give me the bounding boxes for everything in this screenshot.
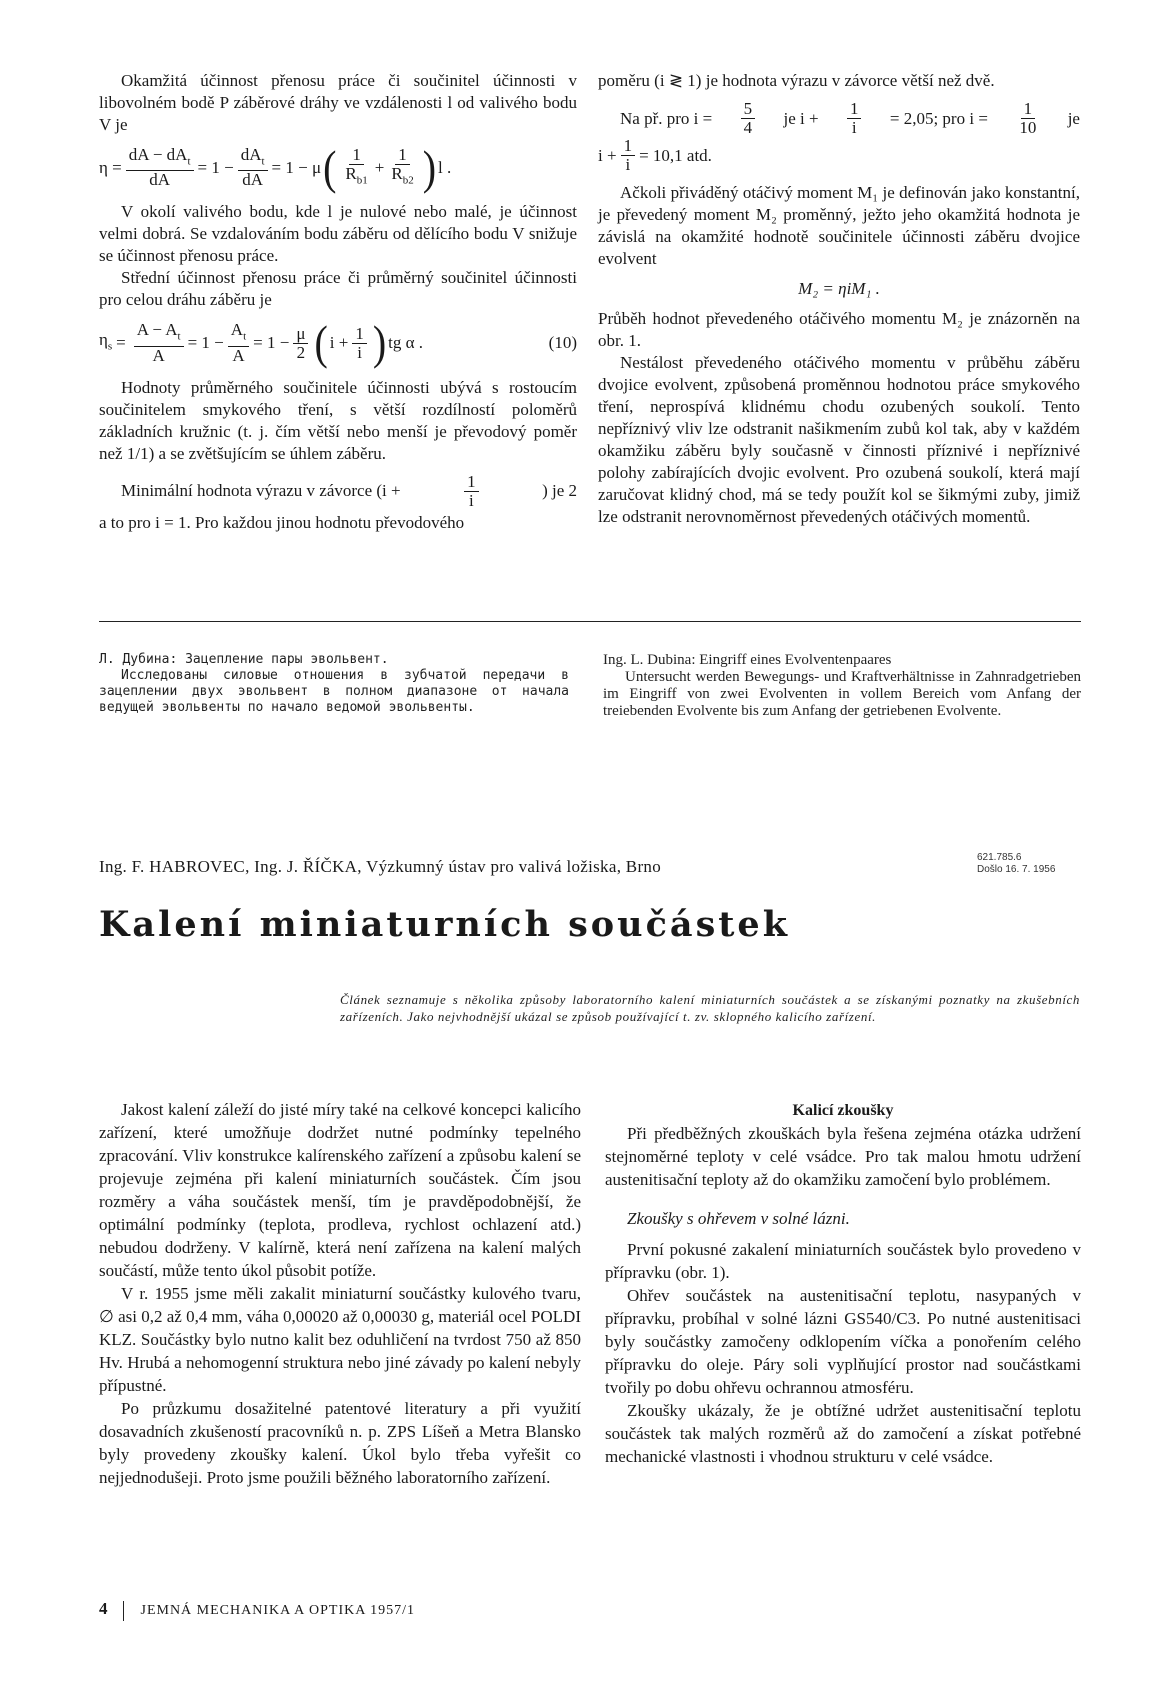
fraction: $\frac{1}{R_{b2}}$ — [391, 145, 414, 187]
paragraph: Po průzkumu dosažitelné patentové literatury a při využití dosavadních zkušeností pracovníků n. p. ZPS Líšeň a Metra Blansko byly provedeny zkoušky kalení. Úkol bylo třeba vyřešit co nejjednodušeji. Proto jsme použili běžného laboratorního zařízení. — [99, 1399, 581, 1487]
page-footer — [99, 1599, 415, 1621]
fraction: $\frac{dA_t}{dA}$ — [238, 146, 268, 189]
top-right-column — [598, 70, 1080, 528]
article-title: Kalení miniaturních součástek — [99, 904, 790, 945]
abstract-body: Untersucht werden Bewegungs- und Kraftverhältnisse in Zahnradgetrieben im Eingriff von zwei Evolventen in vollem Bereich vom Anfang der treiebenden Evolvente bis zum Anfang der getriebenen Evolvente. — [603, 669, 1081, 719]
page-number: 4 — [99, 1599, 109, 1618]
abstract-title: Ing. L. Dubina: Eingriff eines Evolventenpaares — [603, 652, 892, 668]
paragraph: Ohřev součástek na austenitisační teplotu, nasypaných v přípravku, probíhal v solné lázni GS540/C3. Po nutné austenitisaci byly součástky zamočeny odklopením víčka a ponořením celého přípravku do oleje. Páry soli vyplňující prostor nad součástkami tvořily po dobu ohřevu ochrannou atmosféru. — [605, 1286, 1081, 1397]
abstract-divider — [99, 621, 1081, 622]
fraction: $\frac{A_t}{A}$ — [228, 321, 249, 364]
paragraph: Okamžitá účinnost přenosu práce či součinitel účinnosti v libovolném bodě P záběrové dráhy ve vzdálenosti l od valivého bodu V je — [99, 71, 577, 134]
equation-number: (10) — [548, 333, 577, 353]
article-udc: 621.785.6 Došlo 16. 7. 1956 — [977, 852, 1056, 875]
numeric-example: Na př. pro i = $\frac{5}{4}$ je i + $\frac{1}{i}$ = 2,05; pro i = $\frac{1}{10}$ je — [620, 99, 1080, 137]
paragraph: Ačkoli přiváděný otáčivý moment M₁ je definován jako konstantní, je převedený moment M₂ proměnný, ježto jeho okamžitá hodnota je závislá na okamžité hodnotě součinitele účinnosti záběru dvojice evolvent — [598, 183, 1080, 268]
equation-mean-efficiency: $\eta_s$ = $\frac{A - A_t}{A}$ = 1 − $\frac{A_t}{A}$ = 1 − $\frac{\mu}{2}$ ( i + $\frac{1}{i}$ ) tg α . (10) — [99, 315, 577, 370]
equation-torque: M₂ = ηiM₁ . — [798, 279, 880, 298]
section-heading: Kalicí zkoušky — [792, 1102, 894, 1119]
article-byline: Ing. F. HABROVEC, Ing. J. ŘÍČKA, Výzkumný ústav pro valivá ložiska, Brno — [99, 857, 662, 876]
article-left-column — [99, 1098, 581, 1489]
footer-divider — [123, 1601, 124, 1621]
article-right-column — [605, 1099, 1081, 1468]
paragraph: Hodnoty průměrného součinitele účinnosti ubývá s rostoucím součinitelem smykového tření, s větší rozdílností poloměrů základních kružnic (t. j. čím větší nebo menší je převodový poměr než 1/1) a se zvětšujícím se úhlem záběru. — [99, 377, 577, 463]
eq-operator: = 1 − — [197, 157, 234, 177]
top-left-column — [99, 70, 577, 534]
subsection-heading: Zkoušky s ohřevem v solné lázni. — [627, 1209, 850, 1228]
abstract-russian — [99, 652, 569, 716]
paragraph-with-fraction: Minimální hodnota výrazu v závorce (i + $\frac{1}{i}$ ) je 2 — [121, 471, 577, 510]
fraction: $\frac{1}{R_{b1}}$ — [345, 145, 368, 187]
journal-name: JEMNÁ MECHANIKA A OPTIKA 1957/1 — [140, 1603, 415, 1618]
fraction: $\frac{1}{i}$ — [352, 325, 367, 362]
paragraph: Při předběžných zkouškách byla řešena zejména otázka udržení stejnoměrné teploty v celé vsádce. Pro tak malou hmotu udržení austenitisační teploty až do okamžiku zamočení bylo problémem. — [605, 1124, 1081, 1189]
abstract-body: Исследованы силовые отношения в зубчатой передачи в зацеплении двух эвольвент в полном диапазоне от начала ведущей эвольвенты по начало ведомой эвольвенты. — [99, 668, 569, 715]
paragraph: Průběh hodnot převedeného otáčivého momentu M₂ je znázorněn na obr. 1. — [598, 309, 1080, 350]
fraction: $\frac{A - A_t}{A}$ — [134, 321, 184, 364]
fraction: $\frac{\mu}{2}$ — [293, 325, 308, 362]
abstract-title: Л. Дубина: Зацепление пары эвольвент. — [99, 652, 389, 667]
paragraph: poměru (i ≷ 1) je hodnota výrazu v závorce větší než dvě. — [598, 71, 995, 90]
paragraph: Nestálost převedeného otáčivého momentu v průběhu záběru dvojice evolvent, způsobená proměnnou hodnotou práce smykového tření, neprospívá klidnému chodu ozubených soukolí. Tento nepříznivý vliv lze odstranit našikmením zubů kol tak, aby v každém okamžiku záběru byly současně v činnosti příznivé i nepříznivé polohy zabírajících dvojic evolvent. Pro ozubená soukolí, která mají zaručovat klidný chod, má se tedy použít kol se šikmými zuby, jimiž lze odstranit nerovnoměrnost převedených otáčivých momentů. — [598, 353, 1080, 526]
paragraph: V okolí valivého bodu, kde l je nulové nebo malé, je účinnost velmi dobrá. Se vzdalováním bodu záběru od dělícího bodu V snižuje se účinnost přenosu práce. — [99, 202, 577, 266]
eq-symbol: $\eta_s$ — [99, 329, 113, 353]
paragraph: Střední účinnost přenosu práce či průměrný součinitel účinnosti pro celou dráhu záběru je — [99, 268, 577, 310]
article-lede: Článek seznamuje s několika způsoby laboratorního kalení miniaturních součástek a se získanými poznatky na zkušebních zařízeních. Jako nejvhodnější ukázal se způsob používající t. zv. sklopného kalicího zařízení. — [340, 992, 1080, 1024]
paragraph: Jakost kalení záleží do jisté míry také na celkové koncepci kalicího zařízení, které umožňuje dodržet nutné podmínky tepelného zpracování. Vliv konstrukce kalírenského zařízení a způsobu kalení se projevuje zejména při kalení miniaturních součástek. Čím jsou rozměry a váha součástek menší, tím je pravděpodobnější, že optimální podmínky (teplota, prodleva, rychlost ochlazení atd.) nebudou dodrženy. V kalírně, která není zařízena na kalení malých součástí, může tento úkol působit potíže. — [99, 1100, 581, 1280]
eq-operator: = 1 − μ — [271, 157, 322, 177]
fraction: $\frac{dA - dA_t}{dA}$ — [126, 146, 194, 189]
numeric-example-cont: i + $\frac{1}{i}$ = 10,1 atd. — [598, 136, 712, 174]
paragraph: a to pro i = 1. Pro každou jinou hodnotu převodového — [99, 512, 465, 532]
paragraph: V r. 1955 jsme měli zakalit miniaturní součástky kulového tvaru, ∅ asi 0,2 až 0,4 mm, váha 0,00020 až 0,00030 g, materiál ocel POLDI KLZ. Součástky bylo nutno kalit bez oduhličení na tvrdost 750 až 850 Hv. Hrubá a nehomogenní struktura nebo jiné závady po kalení nebyly přípustné. — [99, 1284, 581, 1395]
abstract-german — [603, 652, 1081, 720]
eq-symbol: η = — [99, 157, 122, 177]
paragraph: Zkoušky ukázaly, že je obtížné udržet austenitisační teplotu součástek tak malých rozměrů až do zamočení a získat potřebné mechanické vlastnosti i vhodnou strukturu v celé vsádce. — [605, 1401, 1081, 1466]
equation-instant-efficiency: η = $\frac{dA - dA_t}{dA}$ = 1 − $\frac{dA_t}{dA}$ = 1 − μ ( $\frac{1}{R_{b1}}$ + $\frac{1}{R_{b2}}$ ) l . — [99, 140, 452, 195]
paragraph: První pokusné zakalení miniaturních součástek bylo provedeno v přípravku (obr. 1). — [605, 1240, 1081, 1282]
